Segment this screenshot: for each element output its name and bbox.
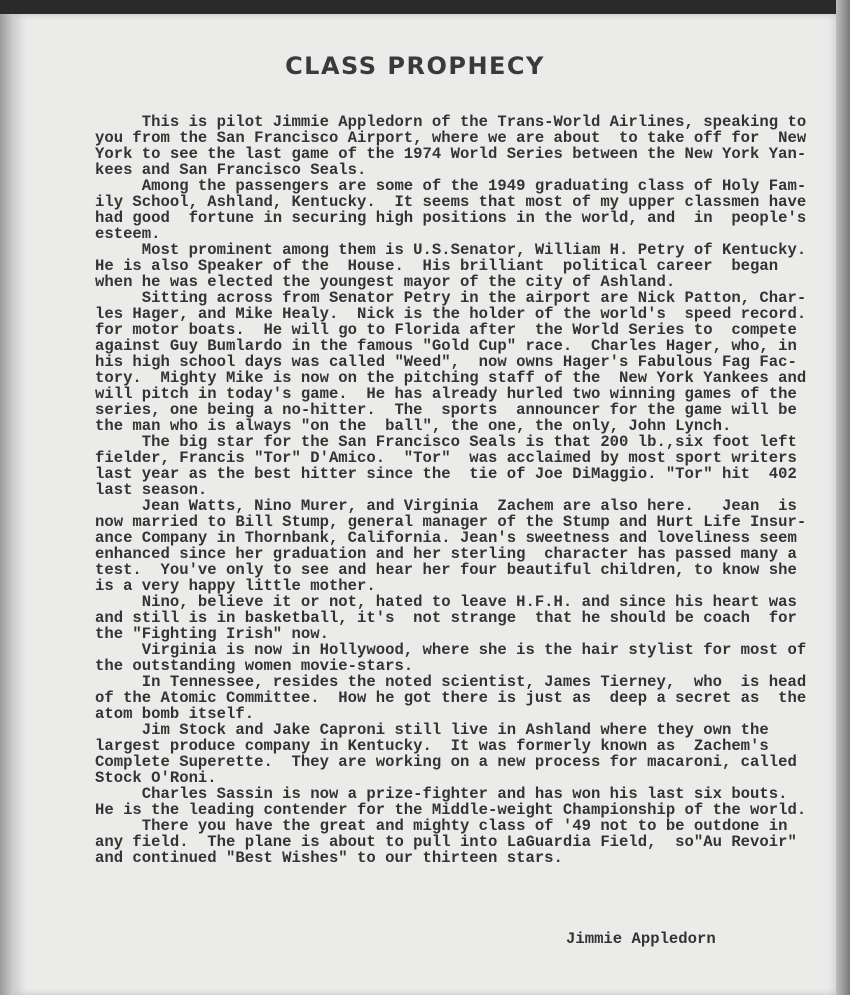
text-line: when he was elected the youngest mayor of the city of Ashland. bbox=[95, 273, 676, 291]
text-line: Nino, believe it or not, hated to leave H.F.H. and since his heart was bbox=[95, 593, 797, 611]
text-line: enhanced since her graduation and her sterling character has passed many a bbox=[95, 545, 797, 563]
text-line: last season. bbox=[95, 481, 208, 499]
paragraph bbox=[95, 241, 807, 291]
text-line: of the Atomic Committee. How he got there is just as deep a secret as the bbox=[95, 689, 807, 707]
text-line: and still is in basketball, it's not strange that he should be coach for bbox=[95, 609, 797, 627]
text-line: This is pilot Jimmie Appledorn of the Trans-World Airlines, speaking to bbox=[95, 113, 807, 131]
page-title: CLASS PROPHECY bbox=[285, 52, 545, 80]
text-line: There you have the great and mighty class of '49 not to be outdone in bbox=[95, 817, 788, 835]
text-line: In Tennessee, resides the noted scientist, James Tierney, who is head bbox=[95, 673, 807, 691]
text-line: atom bomb itself. bbox=[95, 705, 255, 723]
page-binding-edge bbox=[0, 14, 14, 995]
paragraph bbox=[95, 497, 807, 595]
paragraph bbox=[95, 177, 807, 243]
signature: Jimmie Appledorn bbox=[566, 930, 716, 948]
text-line: esteem. bbox=[95, 225, 161, 243]
text-line: last year as the best hitter since the tie of Joe DiMaggio. "Tor" hit 402 bbox=[95, 465, 797, 483]
paragraph bbox=[95, 113, 807, 179]
text-line: Most prominent among them is U.S.Senator, William H. Petry of Kentucky. bbox=[95, 241, 807, 259]
text-line: Charles Sassin is now a prize-fighter and has won his last six bouts. bbox=[95, 785, 788, 803]
paragraph bbox=[95, 641, 807, 675]
text-line: the man who is always "on the ball", the one, the only, John Lynch. bbox=[95, 417, 732, 435]
text-line: any field. The plane is about to pull into LaGuardia Field, so"Au Revoir" bbox=[95, 833, 797, 851]
text-line: test. You've only to see and hear her four beautiful children, to know she bbox=[95, 561, 797, 579]
text-line: York to see the last game of the 1974 World Series between the New York Yan- bbox=[95, 145, 807, 163]
text-line: He is also Speaker of the House. His brilliant political career began bbox=[95, 257, 779, 275]
text-line: ily School, Ashland, Kentucky. It seems that most of my upper classmen have bbox=[95, 193, 807, 211]
paragraph bbox=[95, 433, 797, 499]
text-line: Virginia is now in Hollywood, where she is the hair stylist for most of bbox=[95, 641, 807, 659]
text-line: series, one being a no-hitter. The sports announcer for the game will be bbox=[95, 401, 797, 419]
text-line: now married to Bill Stump, general manager of the Stump and Hurt Life Insur- bbox=[95, 513, 807, 531]
paragraph bbox=[95, 289, 807, 435]
text-line: tory. Mighty Mike is now on the pitching staff of the New York Yankees and bbox=[95, 369, 807, 387]
paragraph bbox=[95, 673, 807, 723]
text-line: ance Company in Thornbank, California. Jean's sweetness and loveliness seem bbox=[95, 529, 797, 547]
text-line: you from the San Francisco Airport, where we are about to take off for New bbox=[95, 129, 807, 147]
text-line: the outstanding women movie-stars. bbox=[95, 657, 414, 675]
text-line: fielder, Francis "Tor" D'Amico. "Tor" was acclaimed by most sport writers bbox=[95, 449, 797, 467]
page-right-edge bbox=[836, 0, 850, 995]
prophecy-body bbox=[95, 113, 807, 867]
paragraph bbox=[95, 721, 797, 787]
text-line: He is the leading contender for the Middle-weight Championship of the world. bbox=[95, 801, 807, 819]
text-line: Among the passengers are some of the 1949 graduating class of Holy Fam- bbox=[95, 177, 807, 195]
paragraph bbox=[95, 785, 807, 819]
text-line: les Hager, and Mike Healy. Nick is the holder of the world's speed record. bbox=[95, 305, 807, 323]
text-line: for motor boats. He will go to Florida after the World Series to compete bbox=[95, 321, 797, 339]
text-line: is a very happy little mother. bbox=[95, 577, 376, 595]
text-line: his high school days was called "Weed", now owns Hager's Fabulous Fag Fac- bbox=[95, 353, 797, 371]
text-line: had good fortune in securing high positions in the world, and in people's bbox=[95, 209, 807, 227]
text-line: Sitting across from Senator Petry in the airport are Nick Patton, Char- bbox=[95, 289, 807, 307]
text-line: against Guy Bumlardo in the famous "Gold Cup" race. Charles Hager, who, in bbox=[95, 337, 797, 355]
text-line: largest produce company in Kentucky. It was formerly known as Zachem's bbox=[95, 737, 769, 755]
text-line: Jean Watts, Nino Murer, and Virginia Zachem are also here. Jean is bbox=[95, 497, 797, 515]
paragraph bbox=[95, 817, 797, 867]
text-line: Stock O'Roni. bbox=[95, 769, 217, 787]
text-line: will pitch in today's game. He has already hurled two winning games of the bbox=[95, 385, 797, 403]
paragraph bbox=[95, 593, 797, 643]
text-line: and continued "Best Wishes" to our thirteen stars. bbox=[95, 849, 563, 867]
text-line: Complete Superette. They are working on a new process for macaroni, called bbox=[95, 753, 797, 771]
text-line: Jim Stock and Jake Caproni still live in Ashland where they own the bbox=[95, 721, 769, 739]
text-line: the "Fighting Irish" now. bbox=[95, 625, 329, 643]
text-line: kees and San Francisco Seals. bbox=[95, 161, 367, 179]
text-line: The big star for the San Francisco Seals is that 200 lb.,six foot left bbox=[95, 433, 797, 451]
